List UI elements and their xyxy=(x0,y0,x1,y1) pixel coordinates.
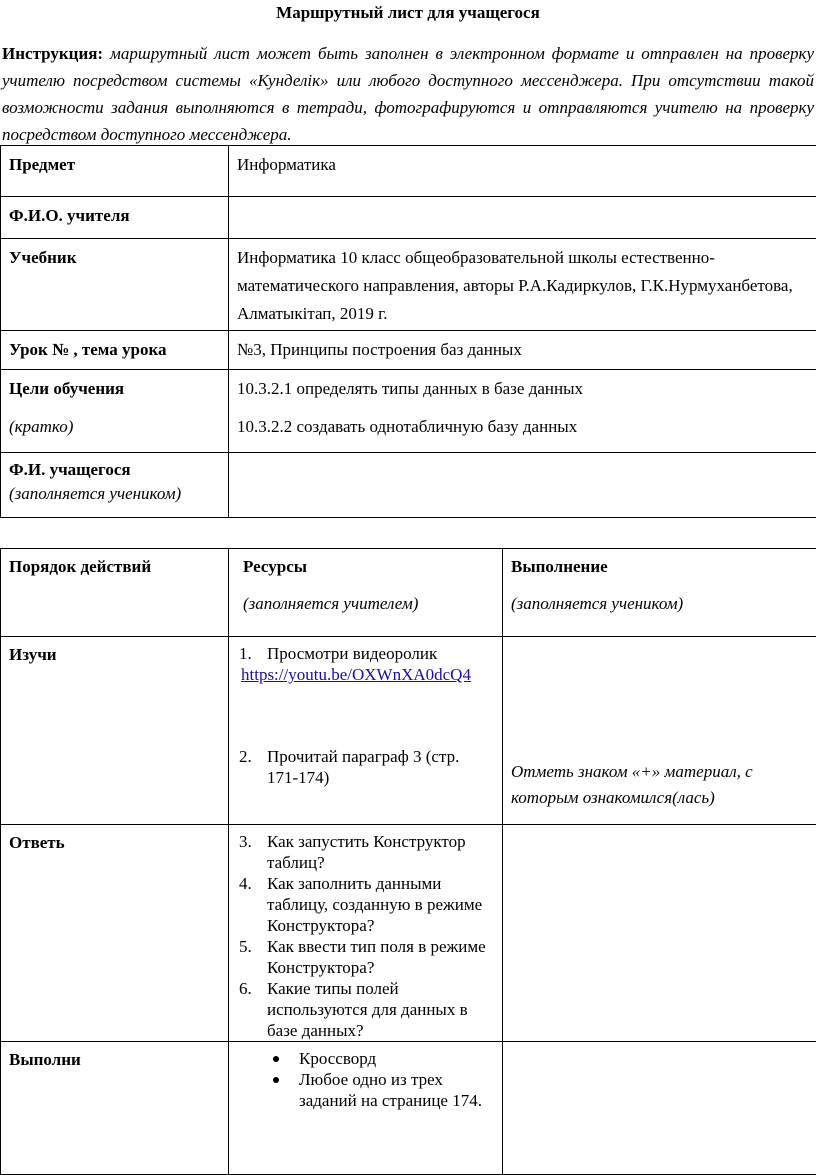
item-text: Как заполнить данными таблицу, созданную в режиме Конструктора? xyxy=(267,874,482,935)
table-row xyxy=(1,197,816,239)
study-exec-cell[interactable] xyxy=(503,637,816,825)
col2-header-cell xyxy=(229,549,503,637)
col3-header: Выполнение xyxy=(511,555,808,578)
study-note: Отметь знаком «+» материал, с которым ознакомился(лась) xyxy=(511,759,808,811)
table-row xyxy=(1,549,816,637)
table-row xyxy=(1,453,816,518)
col2-header: Ресурсы xyxy=(243,555,494,578)
goals-label: Цели обучения xyxy=(9,375,220,403)
item-text: Как запустить Конструктор таблиц? xyxy=(267,832,466,872)
item-text: Кроссворд xyxy=(299,1049,376,1068)
item-text: Просмотри видеоролик xyxy=(267,644,437,663)
lesson-label: Урок № , тема урока xyxy=(1,331,229,370)
teacher-value[interactable] xyxy=(229,197,816,239)
goal-1: 10.3.2.1 определять типы данных в базе данных xyxy=(237,375,808,403)
goals-sub: (кратко) xyxy=(9,413,220,441)
table-row xyxy=(1,637,816,825)
list-item xyxy=(237,1069,494,1111)
subject-label: Предмет xyxy=(1,146,229,197)
bullet-icon xyxy=(273,1056,279,1062)
textbook-label: Учебник xyxy=(1,239,229,331)
study-resources-cell xyxy=(229,637,503,825)
table-row xyxy=(1,1042,816,1175)
item-text: Какие типы полей используются для данных в базе данных? xyxy=(267,979,468,1040)
list-item xyxy=(237,643,494,664)
list-item xyxy=(237,831,494,873)
list-item xyxy=(237,873,494,936)
item-number: 5. xyxy=(239,936,252,957)
list-item xyxy=(237,746,494,788)
study-list xyxy=(237,643,494,664)
item-number: 3. xyxy=(239,831,252,852)
do-list xyxy=(237,1048,494,1111)
do-exec-cell[interactable] xyxy=(503,1042,816,1175)
list-item xyxy=(237,978,494,1041)
col1-header-cell xyxy=(1,549,229,637)
answer-exec-cell[interactable] xyxy=(503,825,816,1042)
item-number: 4. xyxy=(239,873,252,894)
col1-header: Порядок действий xyxy=(9,555,220,578)
do-label-cell xyxy=(1,1042,229,1175)
student-value[interactable] xyxy=(229,453,816,518)
instruction-label: Инструкция: xyxy=(2,44,103,63)
video-link[interactable]: https://youtu.be/OXWnXA0dcQ4 xyxy=(241,665,471,684)
item-number: 1. xyxy=(239,643,252,664)
list-item xyxy=(237,936,494,978)
textbook-value[interactable]: Информатика 10 класс общеобразовательной школы естественно-математического направления, авторы Р.А.Кадиркулов, Г.К.Нурмуханбетова, Алматыкітап, 2019 г. xyxy=(229,239,816,331)
study-label-cell xyxy=(1,637,229,825)
student-label: Ф.И. учащегося xyxy=(9,458,220,482)
list-item xyxy=(237,1048,494,1069)
answer-list xyxy=(237,831,494,1041)
do-resources-cell xyxy=(229,1042,503,1175)
item-number: 2. xyxy=(239,746,252,767)
goals-cell xyxy=(1,370,229,453)
table-row xyxy=(1,146,816,197)
study-list-2 xyxy=(237,746,494,788)
answer-label-cell xyxy=(1,825,229,1042)
student-cell xyxy=(1,453,229,518)
col3-sub: (заполняется учеником) xyxy=(511,592,808,615)
table-row xyxy=(1,331,816,370)
answer-label: Ответь xyxy=(9,831,220,854)
study-label: Изучи xyxy=(9,643,220,666)
item-text: Как ввести тип поля в режиме Конструктора? xyxy=(267,937,486,977)
page-title: Маршрутный лист для учащегося xyxy=(0,2,816,24)
student-sub: (заполняется учеником) xyxy=(9,482,220,506)
task-table xyxy=(0,548,816,1175)
item-number: 6. xyxy=(239,978,252,999)
goals-values[interactable] xyxy=(229,370,816,453)
instruction-text: маршрутный лист может быть заполнен в электронном формате и отправлен на проверку учителю посредством системы «Кунделік» или любого доступного мессенджера. При отсутствии такой возможности задания выполняются в тетради, фотографируются и отправляются учителю на проверку посредством доступного мессенджера. xyxy=(2,44,814,144)
lesson-value[interactable]: №3, Принципы построения баз данных xyxy=(229,331,816,370)
table-row xyxy=(1,370,816,453)
col3-header-cell xyxy=(503,549,816,637)
goal-2: 10.3.2.2 создавать однотабличную базу данных xyxy=(237,413,808,441)
table-row xyxy=(1,825,816,1042)
col2-sub: (заполняется учителем) xyxy=(243,592,494,615)
teacher-label: Ф.И.О. учителя xyxy=(1,197,229,239)
subject-value[interactable]: Информатика xyxy=(229,146,816,197)
item-text: Прочитай параграф 3 (стр. 171-174) xyxy=(267,747,459,787)
bullet-icon xyxy=(273,1077,279,1083)
info-table xyxy=(0,145,816,518)
do-label: Выполни xyxy=(9,1048,220,1071)
table-row xyxy=(1,239,816,331)
answer-resources-cell xyxy=(229,825,503,1042)
instruction-paragraph xyxy=(2,40,814,148)
item-text: Любое одно из трех заданий на странице 174. xyxy=(299,1070,482,1110)
